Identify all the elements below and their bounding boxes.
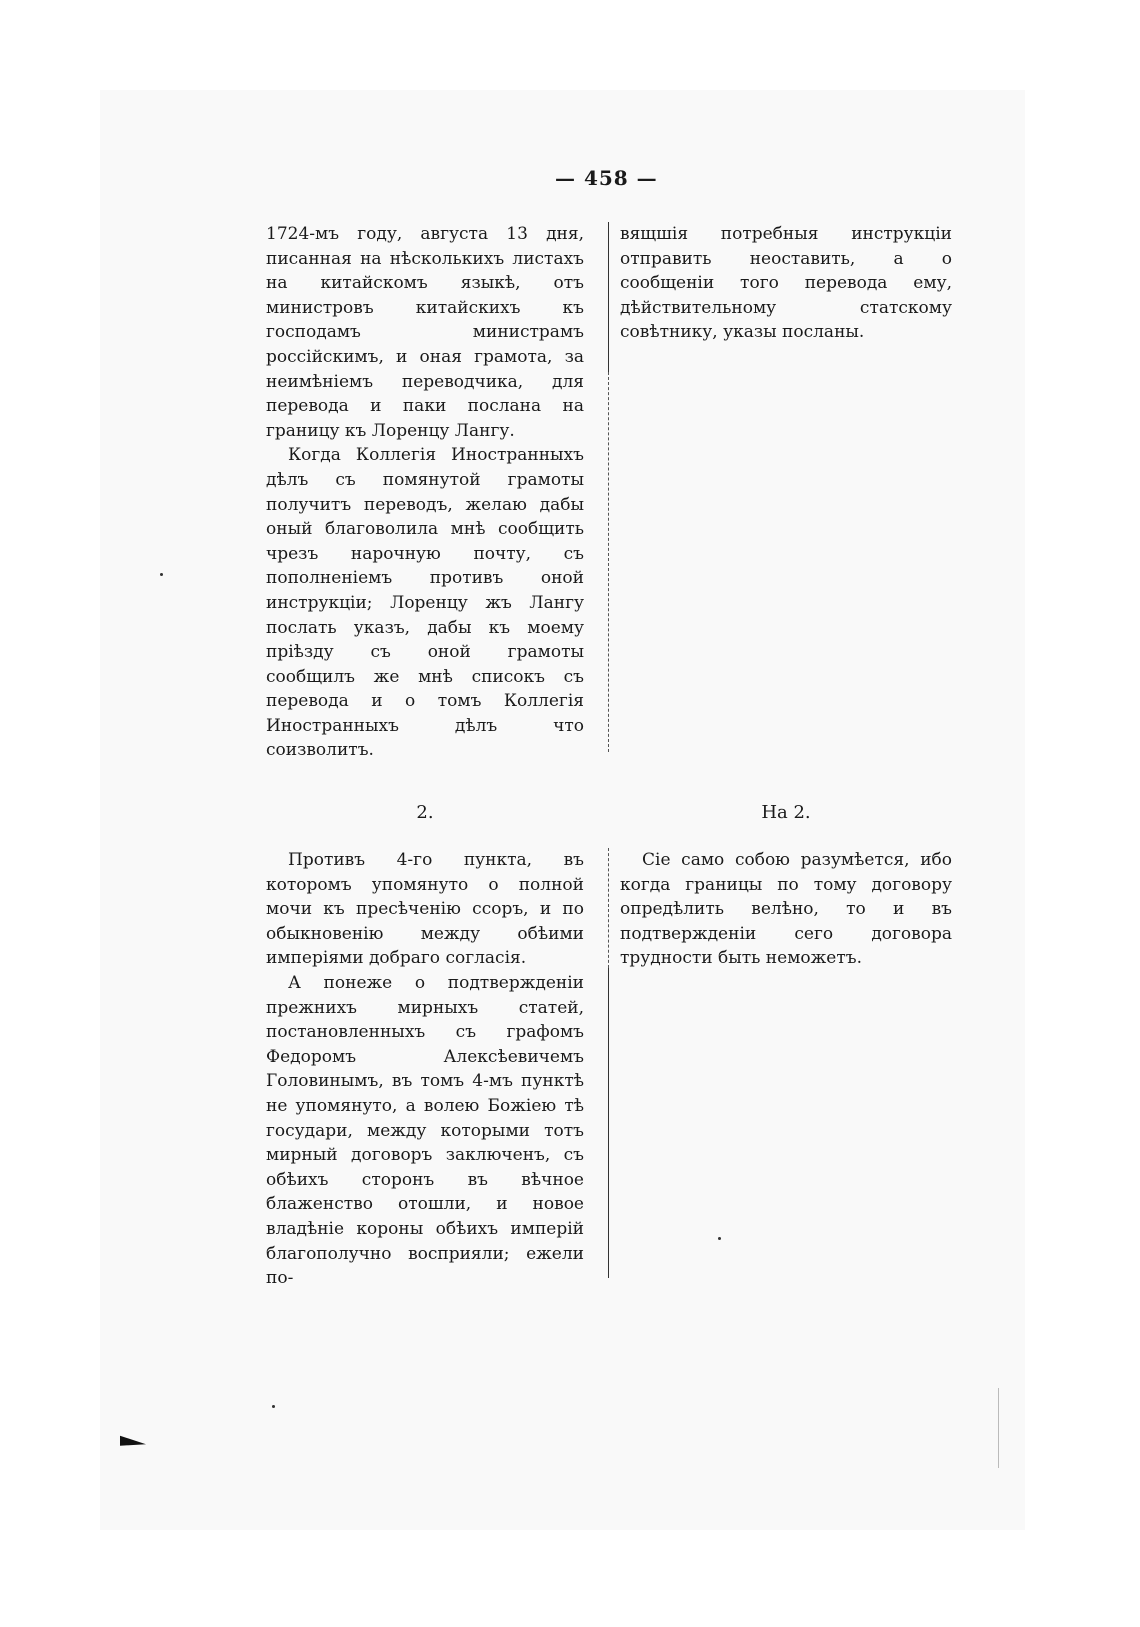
section-heading-left: 2. <box>416 802 434 823</box>
scan-speck <box>718 1237 721 1240</box>
bottom-right-column <box>620 848 952 971</box>
top-left-column <box>266 222 584 763</box>
column-divider <box>608 968 609 1278</box>
scan-edge-line <box>998 1388 999 1468</box>
scan-speck <box>272 1405 275 1408</box>
paragraph: Противъ 4-го пункта, въ которомъ упомянуто о полной мочи къ пресѣченію ссоръ, и по обыкновенію между обѣими имперіями добраго согласія. <box>266 850 584 969</box>
scan-speck <box>160 573 163 576</box>
page-number: — 458 — <box>555 166 658 190</box>
column-divider <box>608 222 609 372</box>
bottom-left-column <box>266 848 584 1291</box>
column-divider-dashed <box>608 848 609 968</box>
section-heading-right: На 2. <box>761 802 811 823</box>
column-divider-dashed <box>608 372 609 752</box>
paragraph: 1724-мъ году, августа 13 дня, писанная на нѣсколькихъ листахъ на китайскомъ языкѣ, отъ министровъ китайскихъ къ господамъ министрамъ россійскимъ, и оная грамота, за неимѣніемъ переводчика, для перевода и паки послана на границу къ Лоренцу Лангу. <box>266 224 584 441</box>
paragraph: А понеже о подтвержденіи прежнихъ мирныхъ статей, постановленныхъ съ графомъ Федоромъ Алексѣевичемъ Головинымъ, въ томъ 4-мъ пунктѣ не упомянуто, а волею Божіею тѣ государи, между которыми тотъ мирный договоръ заключенъ, съ обѣихъ сторонъ въ вѣчное блаженство отошли, и новое владѣніе короны обѣихъ имперій благополучно восприяли; ежели по- <box>266 972 584 1289</box>
top-right-column <box>620 222 952 345</box>
paragraph: Когда Коллегія Иностранныхъ дѣлъ съ помянутой грамоты получитъ переводъ, желаю дабы оный благоволила мнѣ сообщить чрезъ нарочную почту, съ пополненіемъ противъ оной инструкціи; Лоренцу жъ Лангу послать указъ, дабы къ моему пріѣзду съ оной грамоты сообщилъ же мнѣ списокъ съ перевода и о томъ Коллегія Иностранныхъ дѣлъ что соизволитъ. <box>266 445 584 761</box>
paragraph: вящшія потребныя инструкціи отправить неоставить, а о сообщеніи того перевода ему, дѣйствительному статскому совѣтнику, указы посланы. <box>620 224 952 343</box>
paragraph: Сіе само собою разумѣется, ибо когда границы по тому договору опредѣлить велѣно, то и въ подтвержденіи сего договора трудности быть неможетъ. <box>620 850 952 969</box>
